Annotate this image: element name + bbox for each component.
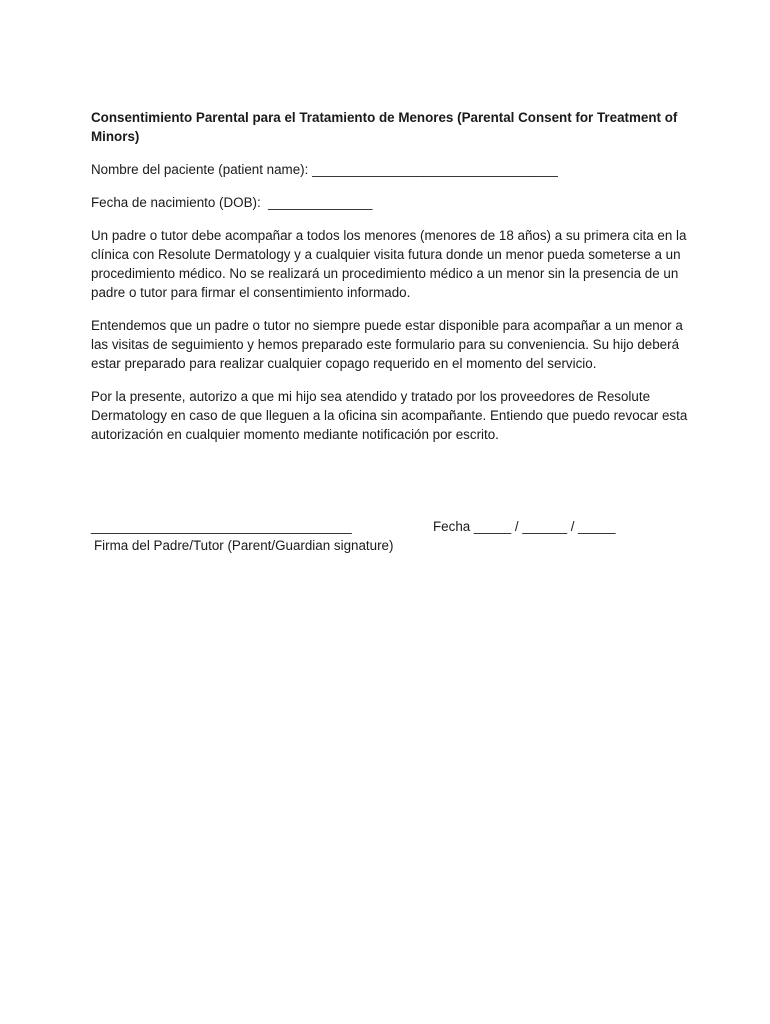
patient-name-field: Nombre del paciente (patient name): _________________________________ xyxy=(91,162,558,177)
document-title: Consentimiento Parental para el Tratamiento de Menores (Parental Consent for Treatment of Minors) xyxy=(91,110,678,144)
paragraph-guardian-requirement: Un padre o tutor debe acompañar a todos los menores (menores de 18 años) a su primera cita en la clínica con Resolute Dermatology y a cualquier visita futura donde un menor pueda someterse a un procedimiento médico. No se realizará un procedimiento médico a un menor sin la presencia de un padre o tutor para firmar el consentimiento informado. xyxy=(91,228,687,300)
paragraph-authorization: Por la presente, autorizo a que mi hijo sea atendido y tratado por los proveedores de Resolute Dermatology en caso de que lleguen a la oficina sin acompañante. Entiendo que puedo revocar esta autorización en cualquier momento mediante notificación por escrito. xyxy=(91,389,688,442)
dob-field: Fecha de nacimiento (DOB): ______________ xyxy=(91,195,373,210)
document-body xyxy=(91,108,691,458)
signature-date-field: Fecha _____ / ______ / _____ xyxy=(433,519,616,534)
paragraph-followup-visits: Entendemos que un padre o tutor no siempre puede estar disponible para acompañar a un menor a las visitas de seguimiento y hemos preparado este formulario para su conveniencia. Su hijo deberá estar preparado para realizar cualquier copago requerido en el momento del servicio. xyxy=(91,318,683,371)
signature-block xyxy=(91,517,691,561)
signature-line: ___________________________________ xyxy=(91,519,352,534)
signature-caption: Firma del Padre/Tutor (Parent/Guardian signature) xyxy=(94,538,394,553)
